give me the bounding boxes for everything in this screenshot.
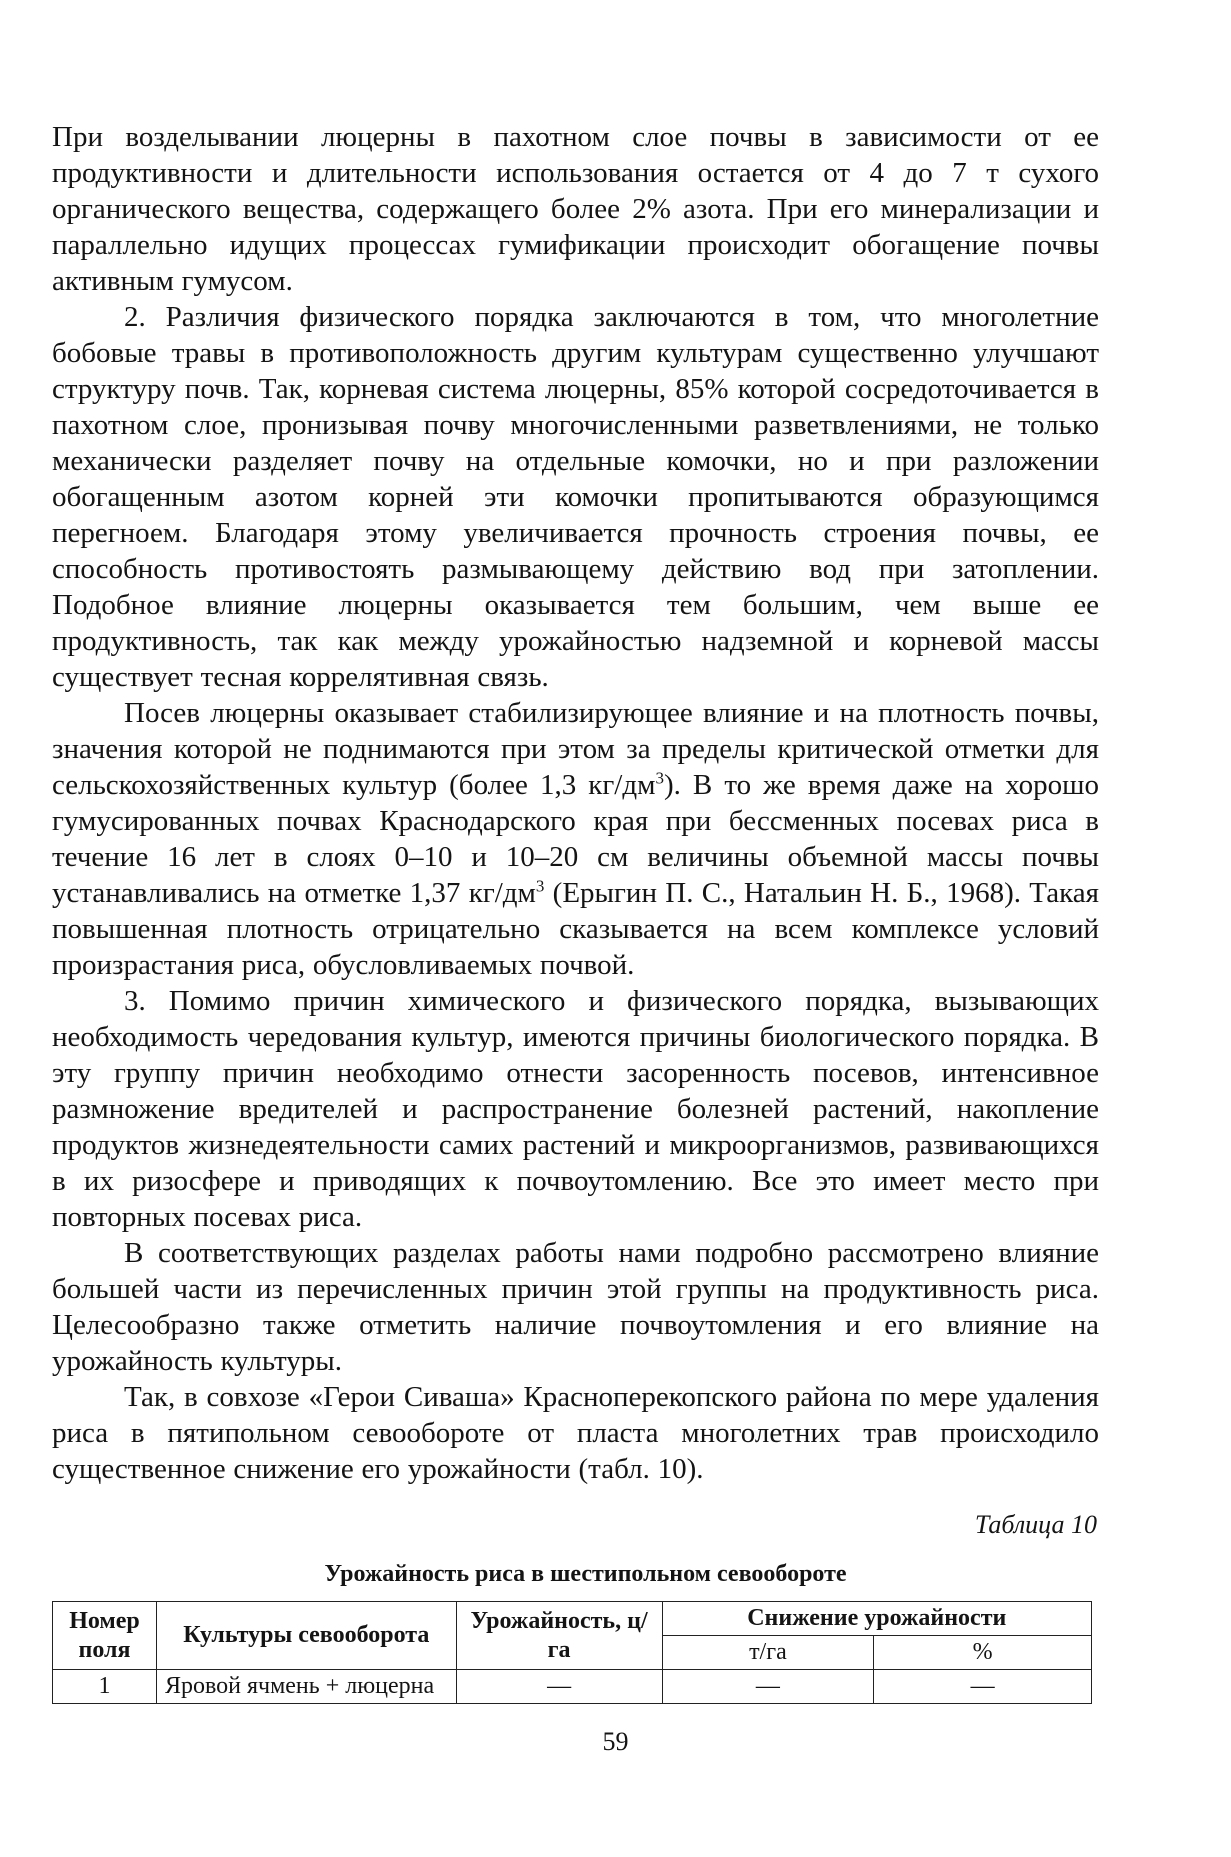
header-crops: Культуры севооборота xyxy=(156,1602,456,1670)
cell-field-no: 1 xyxy=(53,1670,157,1704)
cell-yield: — xyxy=(456,1670,662,1704)
table-caption: Таблица 10 xyxy=(974,1510,1097,1539)
paragraph-2: 2. Различия физического порядка заключаются в том, что многолетние бобовые травы в противоположность другим культурам существенно улучшают структуру почв. Так, корневая система люцерны, 85% которой сосредоточивается в пахотном слое, пронизывая почву многочисленными разветвлениями, не только механически разделяет почву на отдельные комочки, но и при разложении обогащенным азотом корней эти комочки пропитываются образующимся перегноем. Благодаря этому увеличивается прочность строения почвы, ее способность противостоять размывающему действию вод при затоплении. Подобное влияние люцерны оказывается тем большим, чем выше ее продуктивность, так как между урожайностью надземной и корневой массы существует тесная коррелятивная связь. xyxy=(52,301,1099,693)
paragraph-3-part-a: Посев люцерны оказывает стабилизирующее влияние и на плотность почвы, значения которой не поднимаются при этом за пределы критической отметки для сельскохозяйственных культур (более 1,3 кг/дм xyxy=(52,697,1099,801)
paragraph-6: Так, в совхозе «Герои Сиваша» Красноперекопского района по мере удаления риса в пятипольном севообороте от пласта многолетних трав происходило существенное снижение его урожайности (табл. 10). xyxy=(52,1381,1099,1485)
paragraph-1: При возделывании люцерны в пахотном слое почвы в зависимости от ее продуктивности и длительности использования остается от 4 до 7 т сухого органического вещества, содержащего более 2% азота. При его минерализации и параллельно идущих процессах гумификации происходит обогащение почвы активным гумусом. xyxy=(52,121,1099,297)
header-field-no: Номер поля xyxy=(53,1602,157,1670)
header-decrease-t: т/га xyxy=(662,1636,874,1670)
paragraph-3-part-c: (Ерыгин П. С., Натальин Н. Б., 1968). Такая повышенная плотность отрицательно сказывается на всем комплексе условий произрастания риса, обусловливаемых почвой. xyxy=(52,877,1099,981)
paragraph-4: 3. Помимо причин химического и физического порядка, вызывающих необходимость чередования культур, имеются причины биологического порядка. В эту группу причин необходимо отнести засоренность посевов, интенсивное размножение вредителей и распространение болезней растений, накопление продуктов жизнедеятельности самих растений и микроорганизмов, развивающихся в их ризосфере и приводящих к почвоутомлению. Все это имеет место при повторных посевах риса. xyxy=(52,985,1099,1233)
header-yield: Урожайность, ц/га xyxy=(456,1602,662,1670)
yield-table xyxy=(52,1601,1092,1704)
page-body xyxy=(52,119,1099,1704)
cell-decrease-t: — xyxy=(662,1670,874,1704)
paragraph-5: В соответствующих разделах работы нами подробно рассмотрено влияние большей части из перечисленных причин этой группы на продуктивность риса. Целесообразно также отметить наличие почвоутомления и его влияние на урожайность культуры. xyxy=(52,1237,1099,1377)
table-row xyxy=(53,1670,1092,1704)
paragraph-3-part-b: ). В то же время даже на хорошо гумусированных почвах Краснодарского края при бессменных посевах риса в течение 16 лет в слоях 0–10 и 10–20 см величины объемной массы почвы устанавливались на отметке 1,37 кг/дм xyxy=(52,769,1099,909)
superscript-cube: 3 xyxy=(535,876,545,896)
table-title: Урожайность риса в шестипольном севообороте xyxy=(324,1561,847,1587)
header-decrease-pct: % xyxy=(874,1636,1092,1670)
superscript-cube: 3 xyxy=(655,768,664,788)
header-decrease: Снижение урожайности xyxy=(662,1602,1091,1636)
cell-decrease-pct: — xyxy=(874,1670,1092,1704)
table-header-row xyxy=(53,1602,1092,1636)
page-number: 59 xyxy=(602,1727,629,1756)
cell-crop: Яровой ячмень + люцерна xyxy=(156,1670,456,1704)
paragraph-3 xyxy=(52,695,1099,983)
